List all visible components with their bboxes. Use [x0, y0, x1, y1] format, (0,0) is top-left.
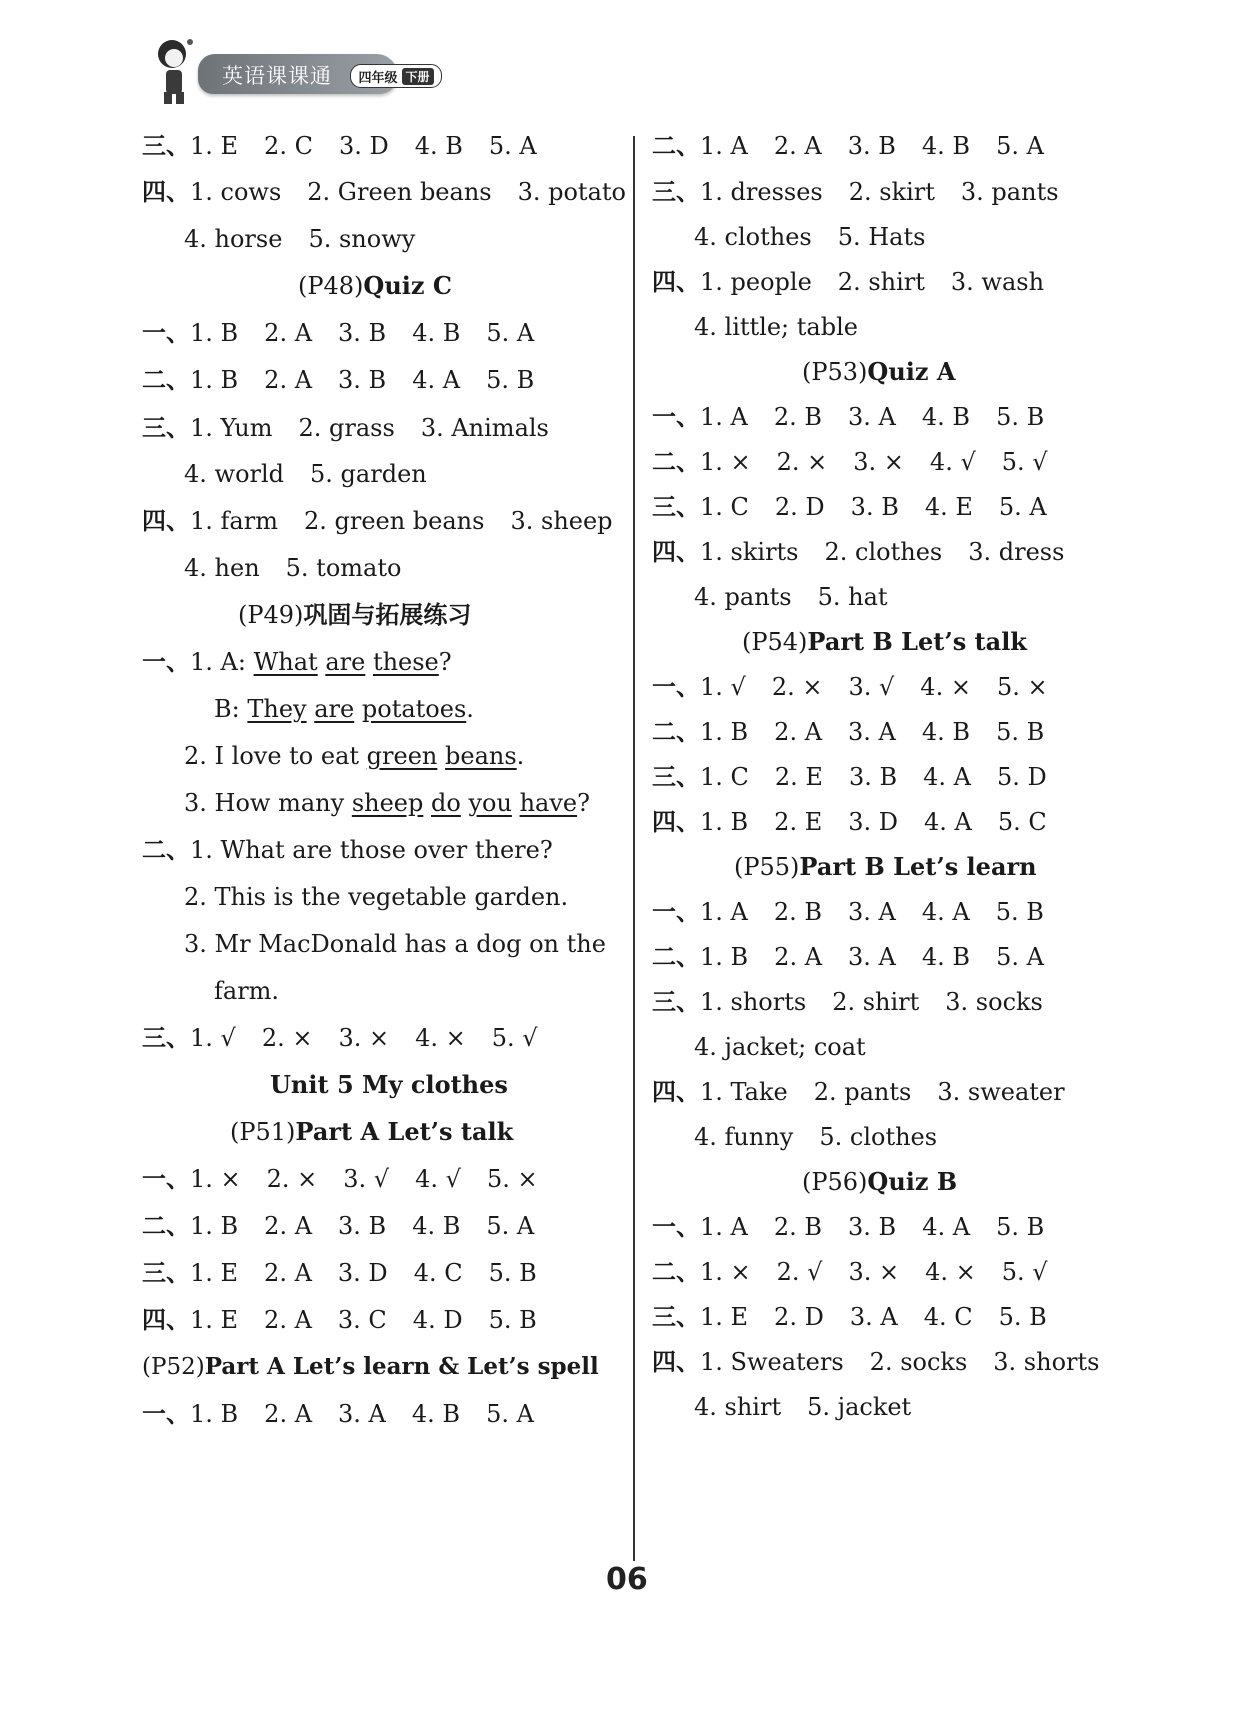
answer-row [142, 1211, 560, 1241]
answer-item: 5. B [488, 1259, 537, 1287]
answer-item: 5. Hats [837, 223, 926, 251]
answer-item: 2. shirt [832, 988, 920, 1016]
answer-item: 5. B [486, 366, 535, 394]
answer-item: 2. × [261, 1024, 313, 1052]
answer-word: are [325, 648, 366, 676]
answer-item: 4. A [921, 898, 970, 926]
section-label: 二、 [142, 1212, 190, 1240]
answer-word: do [431, 789, 461, 817]
punctuation: ? [577, 789, 590, 817]
answer-item: 2. A [773, 132, 822, 160]
answer-item: 3. A [338, 1400, 386, 1428]
answer-item: 1. B [700, 943, 749, 971]
answer-item: 2. C [264, 132, 313, 160]
answer-row [142, 741, 524, 771]
answer-row [652, 1032, 892, 1062]
answer-item: 4. funny [694, 1123, 794, 1151]
answer-item: 3. wash [950, 268, 1045, 296]
answer-item: 2. shirt [837, 268, 925, 296]
answer-number: 1. A: [190, 648, 246, 676]
section-label: 一、 [142, 1165, 190, 1193]
answer-row [652, 447, 1074, 477]
section-label: 四、 [652, 268, 700, 296]
answer-item: 1. farm [190, 507, 278, 535]
answer-item: 4. clothes [694, 223, 812, 251]
answer-row [652, 807, 1073, 837]
answer-item: 5. B [995, 898, 1044, 926]
answer-item: 4. jacket; coat [694, 1033, 866, 1061]
heading-title: Part B Let’s talk [807, 627, 1027, 656]
answer-row [142, 1258, 563, 1288]
answer-item: 4. A [924, 808, 972, 836]
page-ref: (P48) [298, 272, 364, 300]
answer-item: 4. shirt [694, 1393, 782, 1421]
answer-item: 3. A [848, 403, 896, 431]
answer-item: 1. A [700, 1213, 748, 1241]
section-label: 三、 [652, 493, 700, 521]
section-label: 四、 [142, 178, 190, 206]
answer-item: 2. A [264, 1259, 312, 1287]
answer-row [142, 506, 639, 536]
answer-item: 2. D [774, 1303, 824, 1331]
answer-item: 4. √ [415, 1165, 461, 1193]
punctuation: . [516, 742, 525, 770]
answer-word: potatoes [361, 695, 467, 723]
heading-title: Part A Let’s learn & Let’s spell [204, 1353, 599, 1380]
answer-item: 1. Sweaters [700, 1348, 844, 1376]
heading-title: Part B Let’s learn [799, 852, 1037, 881]
answer-item: 5. A [996, 132, 1044, 160]
answer-item: 1. C [700, 493, 749, 521]
answer-item: 1. A [700, 898, 748, 926]
answer-item: 5. garden [310, 460, 427, 488]
answer-item: 4. B [921, 943, 971, 971]
answer-row [652, 267, 1070, 297]
answer-item: 5. D [996, 763, 1047, 791]
answer-item: 5. A [996, 943, 1044, 971]
section-label: 一、 [652, 403, 700, 431]
answer-row [142, 413, 575, 443]
answer-item: 4. world [184, 460, 285, 488]
answer-item: 5. jacket [807, 1393, 912, 1421]
answer-item: 3. C [337, 1306, 387, 1334]
section-label: 四、 [142, 1306, 190, 1334]
grade-badge [350, 64, 442, 88]
answer-word: They [247, 695, 307, 723]
page-ref: (P51) [230, 1118, 296, 1146]
section-label: 二、 [652, 1258, 700, 1286]
answer-item: 3. A [849, 1303, 898, 1331]
section-label: 三、 [142, 1259, 190, 1287]
answer-row [652, 402, 1070, 432]
answer-item: 2. socks [869, 1348, 968, 1376]
page-ref: (P55) [734, 853, 800, 881]
heading-title: Part A Let’s talk [295, 1117, 514, 1146]
answer-row [652, 942, 1070, 972]
answer-row [142, 694, 474, 724]
answer-item: 1. cows [190, 178, 282, 206]
answer-item: 5. √ [1001, 1258, 1048, 1286]
section-label: 三、 [652, 988, 700, 1016]
section-label: 一、 [142, 1400, 190, 1428]
answer-item: 4. × [415, 1024, 466, 1052]
answer-row [142, 553, 427, 583]
section-label: 四、 [142, 507, 190, 535]
section-label: 一、 [142, 319, 190, 347]
answer-item: 1. skirts [700, 538, 799, 566]
answer-item: 3. B [847, 132, 896, 160]
answer-item: 3. √ [343, 1165, 390, 1193]
answer-number: B: [214, 695, 240, 723]
answer-item: 4. C [923, 1303, 973, 1331]
answer-row [142, 131, 563, 161]
answer-row [652, 717, 1070, 747]
answer-item: 2. × [266, 1165, 318, 1193]
answer-item: 1. E [190, 1306, 239, 1334]
answer-item: 1. B [700, 718, 749, 746]
answer-item: 5. A [486, 1400, 534, 1428]
section-label: 一、 [652, 673, 700, 701]
section-label: 四、 [652, 1078, 700, 1106]
section-heading [742, 627, 1027, 657]
answer-item: 2. E [774, 808, 823, 836]
punctuation: ? [438, 648, 452, 676]
answer-item: 4. A [923, 763, 971, 791]
answer-item: 1. B [700, 808, 749, 836]
answer-word: green [366, 742, 438, 770]
answer-item: 1. × [190, 1165, 241, 1193]
section-label: 三、 [142, 132, 190, 160]
answer-item: 4. B [921, 403, 971, 431]
unit-heading [270, 1070, 508, 1100]
answer-item: 2. B [773, 898, 823, 926]
answer-item: 3. × [338, 1024, 390, 1052]
answer-row [652, 492, 1073, 522]
answer-row [142, 976, 279, 1006]
punctuation: . [466, 695, 474, 723]
answer-item: 4. hen [184, 554, 260, 582]
answer-row [142, 835, 553, 865]
answer-item: 1. B [190, 319, 239, 347]
answer-item: 3. potato [517, 178, 626, 206]
answer-row [142, 647, 452, 677]
answer-text: 2. I love to eat [184, 742, 360, 770]
answer-item: 1. √ [190, 1024, 236, 1052]
answer-item: 1. √ [700, 673, 746, 701]
answer-item: 3. D [338, 132, 389, 160]
answer-item: 5. C [997, 808, 1047, 836]
answer-item: 3. sheep [510, 507, 613, 535]
answer-item: 5. A [486, 319, 535, 347]
answer-item: 4. D [412, 1306, 463, 1334]
answer-row [652, 177, 1085, 207]
section-label: 四、 [652, 808, 700, 836]
answer-item: 3. A [848, 718, 896, 746]
heading-title: 巩固与拓展练习 [303, 601, 472, 629]
section-label: 一、 [652, 898, 700, 926]
section-label: 二、 [652, 448, 700, 476]
answer-item: 1. B [190, 1400, 239, 1428]
term-label: 下册 [402, 68, 434, 85]
section-heading [802, 1167, 957, 1197]
answer-item: 4. pants [694, 583, 792, 611]
answer-item: 2. × [776, 448, 828, 476]
answer-item: 2. green beans [303, 507, 485, 535]
answer-item: 2. B [773, 1213, 823, 1241]
answer-row [652, 1392, 937, 1422]
answer-item: 1. A [700, 132, 748, 160]
answer-item: 3. √ [848, 673, 895, 701]
answer-item: 3. B [338, 366, 387, 394]
answer-item: 3. × [853, 448, 904, 476]
answer-row [142, 1399, 560, 1429]
answer-row [142, 1305, 563, 1335]
answer-item: 5. B [998, 1303, 1047, 1331]
answer-item: 2. E [774, 763, 823, 791]
book-title: 英语课课通 [222, 64, 332, 88]
answer-word: What [253, 648, 318, 676]
answer-item: 2. clothes [824, 538, 943, 566]
answer-item: 1. E [190, 132, 239, 160]
section-label: 二、 [652, 132, 700, 160]
answer-item: 5. A [998, 493, 1047, 521]
answer-text: 1. What are those over there? [190, 836, 553, 864]
answer-row [142, 365, 560, 395]
answer-item: 2. A [264, 1212, 313, 1240]
answer-item: 3. D [337, 1259, 388, 1287]
section-label: 三、 [652, 1303, 700, 1331]
section-label: 一、 [142, 648, 190, 676]
answer-item: 1. shorts [700, 988, 807, 1016]
answer-row [142, 459, 453, 489]
section-label: 三、 [652, 763, 700, 791]
answer-word: sheep [351, 789, 424, 817]
answer-item: 4. A [412, 366, 461, 394]
answer-item: 2. pants [813, 1078, 912, 1106]
answer-item: 4. B [411, 1400, 461, 1428]
answer-row [652, 672, 1074, 702]
answer-item: 2. A [774, 718, 823, 746]
answer-item: 3. D [848, 808, 898, 836]
page-ref: (P53) [802, 358, 868, 386]
answer-item: 2. A [264, 1306, 312, 1334]
answer-item: 4. √ [929, 448, 976, 476]
answer-text: 3. Mr MacDonald has a dog on the [184, 930, 606, 958]
section-label: 二、 [142, 836, 190, 864]
answer-row [652, 1212, 1070, 1242]
answer-item: 1. E [700, 1303, 749, 1331]
answer-item: 2. skirt [848, 178, 935, 206]
page-number: 06 [606, 1562, 648, 1597]
column-divider [633, 136, 635, 1561]
answer-item: 1. C [700, 763, 749, 791]
answer-text: 3. How many [184, 789, 345, 817]
answer-item: 2. Green beans [307, 178, 492, 206]
answer-row [652, 987, 1069, 1017]
answer-item: 5. A [488, 132, 537, 160]
answer-item: 2. √ [776, 1258, 823, 1286]
section-heading [142, 1352, 599, 1382]
answer-item: 1. E [190, 1259, 239, 1287]
answer-row [142, 224, 441, 254]
answer-item: 5. A [486, 1212, 535, 1240]
answer-item: 1. Yum [190, 414, 273, 442]
answer-item: 3. B [848, 763, 898, 791]
page-ref: (P49) [238, 601, 304, 629]
answer-item: 1. A [700, 403, 748, 431]
answer-item: 4. B [412, 319, 461, 347]
answer-row [652, 762, 1073, 792]
answer-item: 1. B [190, 1212, 239, 1240]
section-label: 二、 [142, 366, 190, 394]
answer-row [652, 1347, 1125, 1377]
answer-item: 5. B [996, 718, 1045, 746]
answer-item: 3. sweater [937, 1078, 1065, 1106]
answer-item: 3. Animals [420, 414, 549, 442]
section-label: 四、 [652, 538, 700, 566]
answer-item: 3. B [338, 1212, 387, 1240]
section-label: 四、 [652, 1348, 700, 1376]
answer-item: 4. B [921, 132, 971, 160]
answer-item: 2. A [774, 943, 823, 971]
answer-item: 4. B [412, 1212, 461, 1240]
answer-row [652, 897, 1070, 927]
answer-row [142, 1164, 564, 1194]
answer-item: 4. C [413, 1259, 463, 1287]
section-label: 三、 [652, 178, 700, 206]
heading-title: Quiz C [363, 271, 452, 300]
page-ref: (P54) [742, 628, 808, 656]
answer-item: 5. tomato [285, 554, 402, 582]
answer-row [142, 177, 652, 207]
answer-item: 1. × [700, 448, 751, 476]
section-label: 二、 [652, 943, 700, 971]
answer-item: 4. horse [184, 225, 283, 253]
answer-item: 1. B [190, 366, 239, 394]
answer-item: 3. × [848, 1258, 900, 1286]
answer-item: 3. A [848, 898, 896, 926]
answer-item: 2. A [264, 319, 313, 347]
answer-row [142, 929, 606, 959]
answer-item: 5. √ [491, 1024, 538, 1052]
answer-row [652, 1077, 1091, 1107]
answer-item: 2. × [771, 673, 823, 701]
page-ref: (P52) [142, 1354, 205, 1380]
answer-row [652, 1122, 963, 1152]
answer-item: 5. × [486, 1165, 538, 1193]
answer-row [652, 582, 914, 612]
answer-row [652, 1257, 1074, 1287]
answer-row [652, 1302, 1073, 1332]
answer-row [652, 131, 1070, 161]
answer-item: 3. pants [960, 178, 1059, 206]
page-ref: (P56) [802, 1168, 868, 1196]
answer-word: you [468, 789, 512, 817]
section-heading [802, 357, 956, 387]
answer-item: 2. B [773, 403, 823, 431]
answer-word: beans [445, 742, 517, 770]
section-heading [734, 852, 1037, 882]
answer-item: 4. × [920, 673, 971, 701]
answer-item: 3. A [848, 943, 896, 971]
answer-item: 3. B [338, 319, 387, 347]
answer-item: 2. grass [298, 414, 395, 442]
section-heading [230, 1117, 513, 1147]
answer-item: 5. B [488, 1306, 537, 1334]
answer-item: 5. B [996, 403, 1045, 431]
answer-item: 4. × [925, 1258, 976, 1286]
answer-word: are [314, 695, 355, 723]
answer-text: 2. This is the vegetable garden. [184, 883, 569, 911]
answer-item: 1. people [700, 268, 812, 296]
answer-item: 4. B [414, 132, 463, 160]
answer-item: 1. × [700, 1258, 751, 1286]
answer-item: 5. snowy [308, 225, 416, 253]
section-label: 三、 [142, 1024, 190, 1052]
section-heading [238, 600, 471, 630]
answer-item: 5. clothes [819, 1123, 938, 1151]
answer-item: 4. B [921, 718, 971, 746]
answer-item: 2. D [774, 493, 825, 521]
answer-item: 5. × [996, 673, 1048, 701]
answer-row [652, 222, 951, 252]
answer-item: 4. E [924, 493, 973, 521]
heading-title: Quiz A [867, 357, 956, 386]
answer-item: 1. dresses [700, 178, 823, 206]
answer-item: 5. √ [1001, 448, 1048, 476]
answer-item: 3. B [850, 493, 899, 521]
answer-item: 3. shorts [993, 1348, 1100, 1376]
answer-row [142, 318, 560, 348]
answer-text: farm. [214, 977, 280, 1005]
answer-word: these [372, 648, 439, 676]
section-label: 三、 [142, 414, 190, 442]
section-label: 一、 [652, 1213, 700, 1241]
answer-row [652, 312, 884, 342]
answer-row [142, 882, 568, 912]
answer-word: have [519, 789, 578, 817]
answer-item: 5. hat [817, 583, 888, 611]
answer-item: 5. B [996, 1213, 1045, 1241]
answer-item: 2. A [264, 1400, 313, 1428]
heading-title: Unit 5 My clothes [270, 1070, 508, 1099]
section-label: 二、 [652, 718, 700, 746]
answer-item: 3. B [848, 1213, 897, 1241]
answer-item: 4. A [922, 1213, 971, 1241]
section-heading [298, 271, 452, 301]
answer-item: 1. Take [700, 1078, 788, 1106]
answer-item: 3. socks [945, 988, 1043, 1016]
answer-row [142, 1023, 564, 1053]
answer-item: 2. A [264, 366, 313, 394]
answer-item: 3. dress [968, 538, 1065, 566]
answer-row [652, 537, 1090, 567]
answer-row [142, 788, 590, 818]
grade-label: 四年级 [358, 70, 398, 86]
answer-item: 4. little; table [694, 313, 858, 341]
heading-title: Quiz B [867, 1167, 958, 1196]
